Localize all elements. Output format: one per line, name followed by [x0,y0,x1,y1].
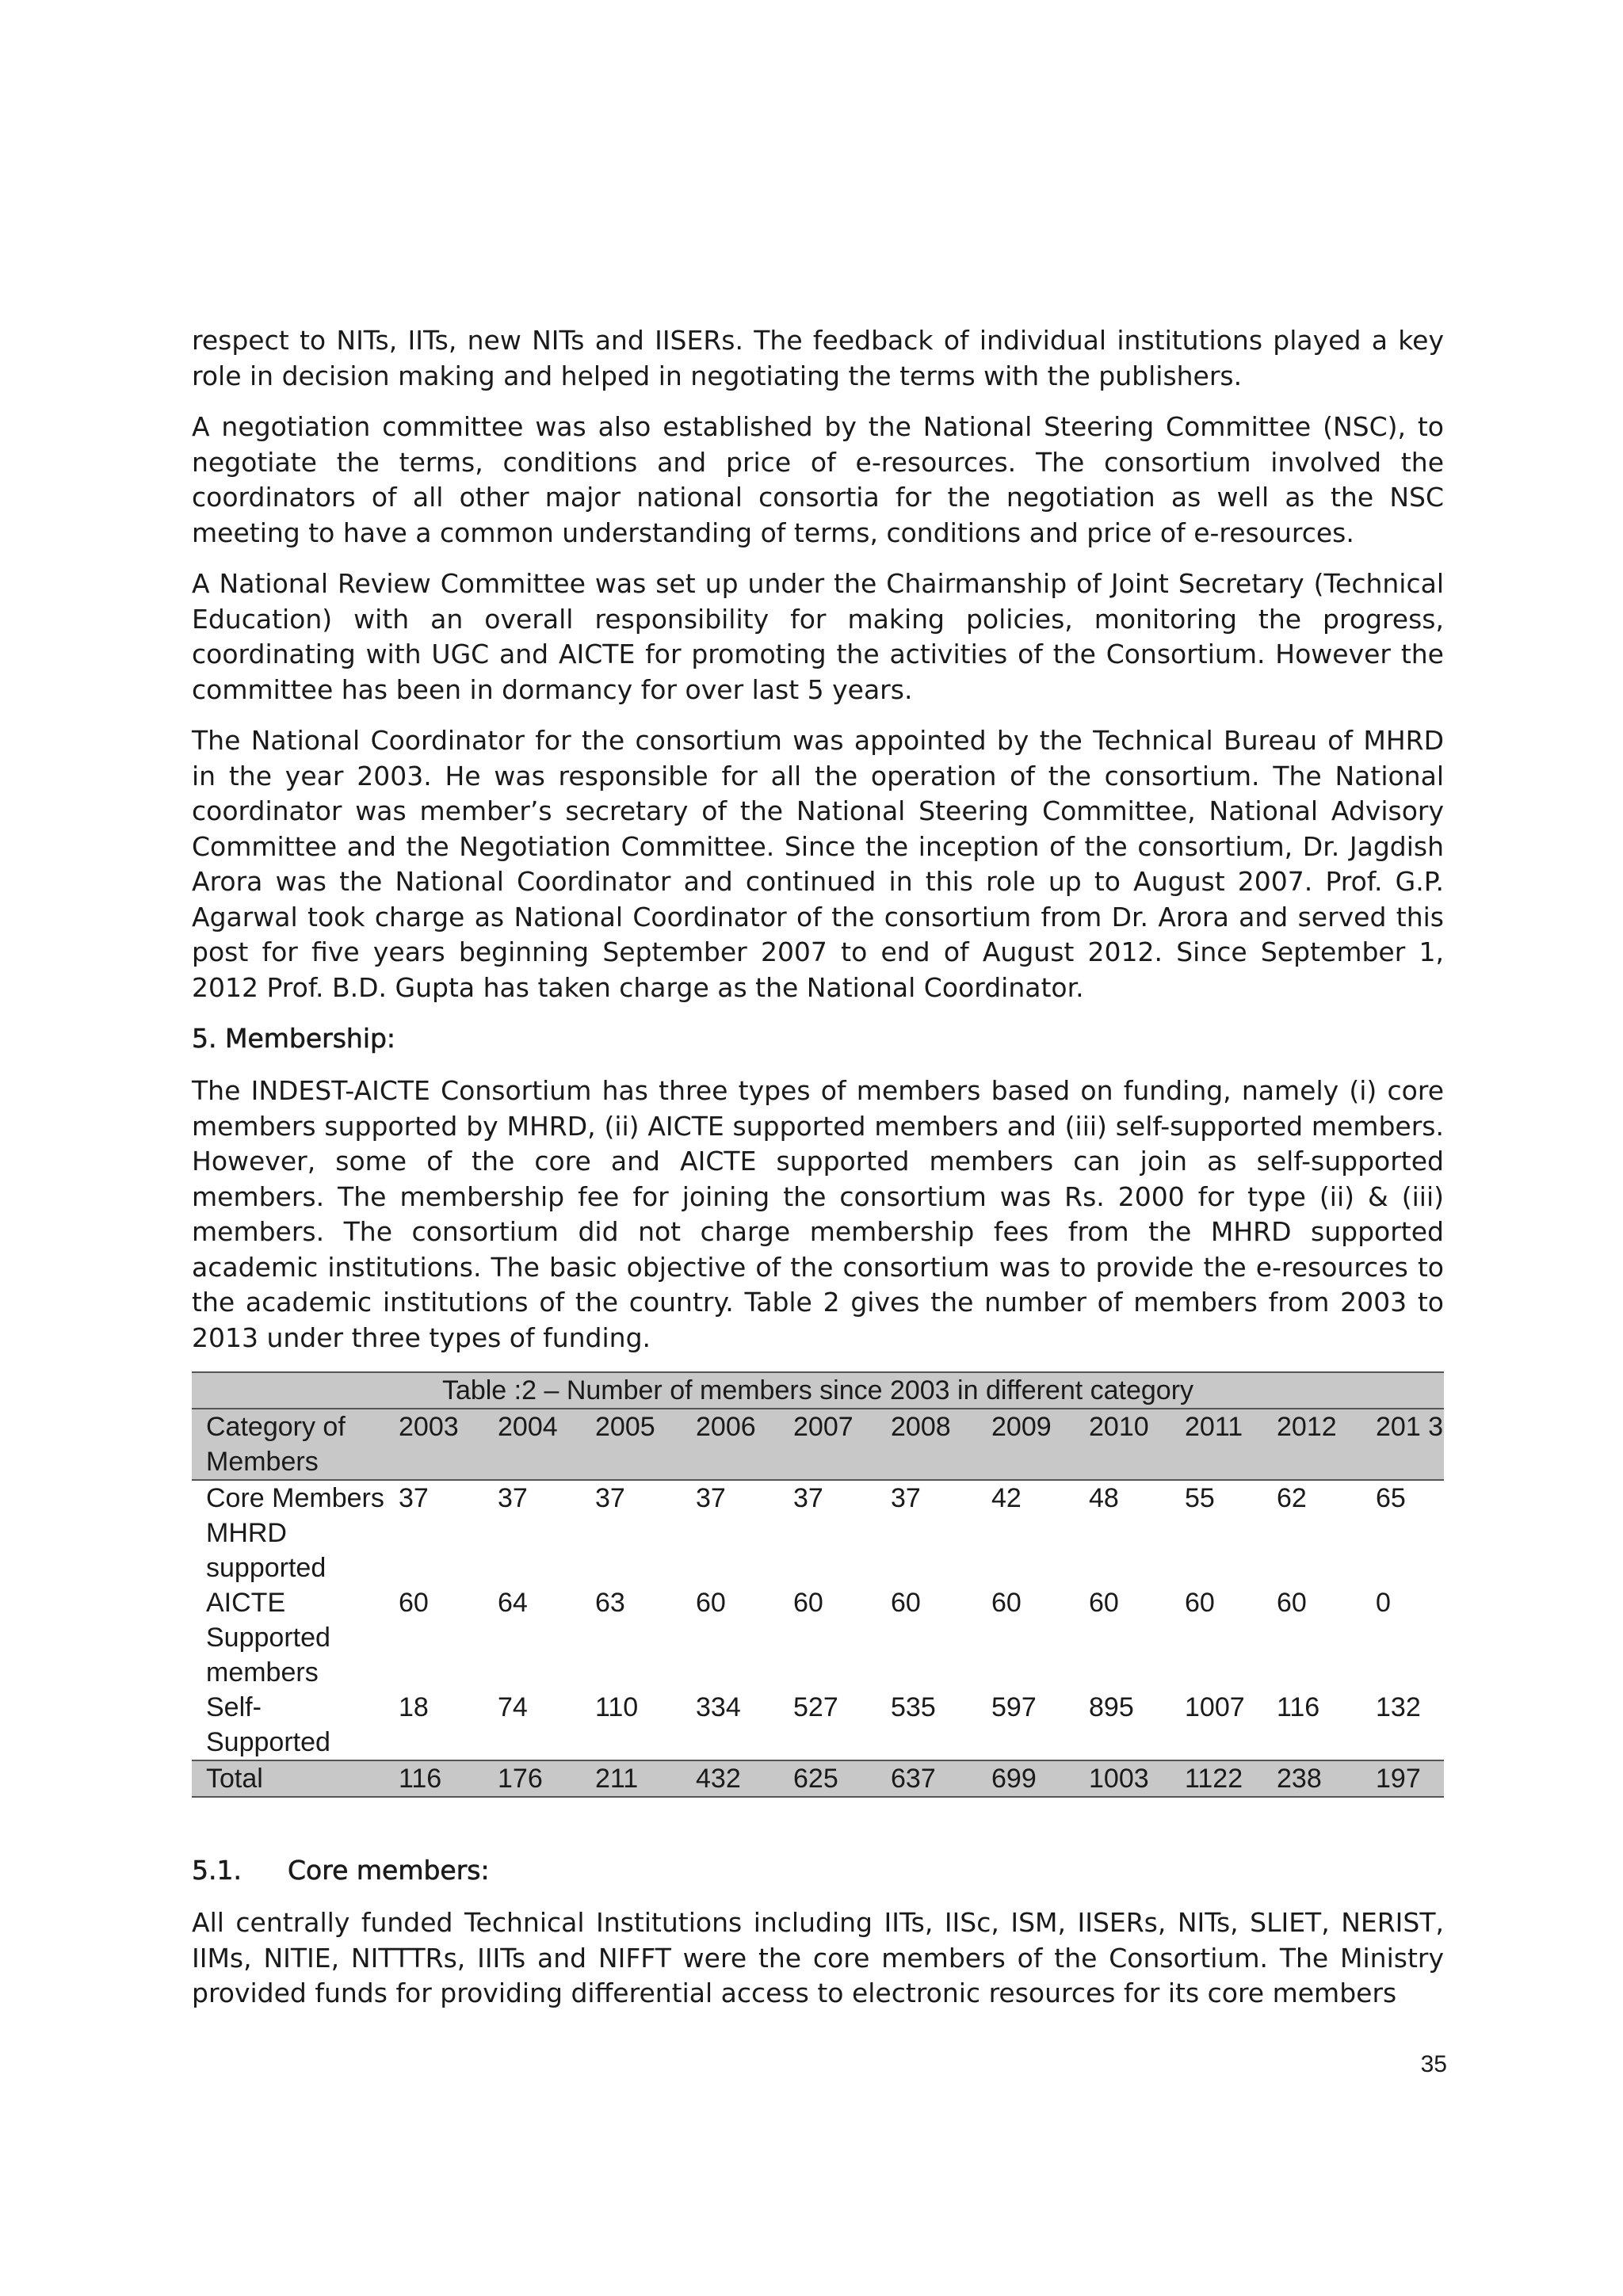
table-cell: 0 [1376,1588,1391,1618]
header-year: 2008 [876,1409,977,1480]
header-year: 2005 [581,1409,682,1480]
table-cell: 334 [696,1692,741,1722]
table-cell: 60 [1277,1588,1307,1618]
total-cell: 432 [682,1760,779,1797]
table-cell: 597 [991,1692,1037,1722]
table-cell: 1007 [1185,1692,1245,1722]
table-cell: 527 [793,1692,838,1722]
table-header-row [192,1409,1444,1480]
total-cell: 1003 [1075,1760,1170,1797]
table-cell: 37 [696,1483,726,1513]
body-paragraph: The National Coordinator for the consortium was appointed by the Technical Bureau of MHRD in the year 2003. He was responsible for all the operation of the consortium. The National coordinator was member’s secretary of the National Steering Committee, National Advisory Committee and the Negotiation Committee. Since the inception of the consortium, Dr. Jagdish Arora was the National Coordinator and continued in this role up to August 2007. Prof. G.P. Agarwal took charge as National Coordinator of the consortium from Dr. Arora and served this post for five years beginning September 2007 to end of August 2012. Since September 1, 2012 Prof. B.D. Gupta has taken charge as the National Coordinator. [192,725,1444,1003]
table-cell: 60 [1185,1588,1215,1618]
body-paragraph: A negotiation committee was also established by the National Steering Committee (NSC), to negotiate the terms, conditions and price of e-resources. The consortium involved the coordinators of all other major national consortia for the negotiation as well as the NSC meeting to have a common understanding of terms, conditions and price of e-resources. [192,411,1444,548]
header-year: 2012 [1262,1409,1361,1480]
header-year: 2011 [1170,1409,1262,1480]
header-category: Category of Members [192,1409,384,1480]
total-cell: 238 [1262,1760,1361,1797]
table-cell: 132 [1376,1692,1421,1722]
total-cell: 625 [779,1760,876,1797]
section-heading-membership: 5. Membership: [192,1023,396,1054]
table-cell: 110 [595,1692,639,1722]
table-total-row [192,1760,1444,1797]
header-year: 2004 [483,1409,581,1480]
table-cell: 37 [498,1483,528,1513]
table-cell: 74 [498,1692,528,1722]
table-cell: 37 [399,1483,429,1513]
table-cell: 64 [498,1588,528,1618]
row-label: Self-Supported [206,1692,330,1757]
header-year: 2003 [384,1409,483,1480]
header-year: 2009 [977,1409,1075,1480]
table-caption: Table :2 – Number of members since 2003 in different category [192,1372,1444,1409]
table-row [192,1585,1444,1690]
body-paragraph: A National Review Committee was set up under the Chairmanship of Joint Secretary (Technical Education) with an overall responsibility for making policies, monitoring the progress, coordinating with UGC and AICTE for promoting the activities of the Consortium. However the committee has been in dormancy for over last 5 years. [192,568,1444,705]
subsection-heading-core-members [192,1853,1444,1888]
subsection-title: Core members: [288,1855,490,1886]
total-cell: 1122 [1170,1760,1262,1797]
table-cell: 37 [891,1483,921,1513]
header-year: 2010 [1075,1409,1170,1480]
members-table [192,1371,1444,1798]
core-members-paragraph: All centrally funded Technical Institutions including IITs, IISc, ISM, IISERs, NITs, SLIET, NERIST, IIMs, NITIE, NITTTRs, IIITs and NIFFT were the core members of the Consortium. The Ministry provided funds for providing differential access to electronic resources for its core members [192,1907,1444,2008]
total-cell: 699 [977,1760,1075,1797]
table-caption-row [192,1372,1444,1409]
table-spacer [192,1798,1444,1853]
table-cell: 18 [399,1692,429,1722]
table-cell: 55 [1185,1483,1215,1513]
table-cell: 60 [793,1588,823,1618]
table-cell: 62 [1277,1483,1307,1513]
table-cell: 60 [399,1588,429,1618]
table-cell: 116 [1277,1692,1320,1722]
table-cell: 60 [696,1588,726,1618]
table-cell: 48 [1089,1483,1119,1513]
table-cell: 37 [595,1483,625,1513]
table-cell: 37 [793,1483,823,1513]
total-cell: 211 [581,1760,682,1797]
table-row [192,1480,1444,1585]
row-label: AICTE Supported members [206,1588,330,1688]
subsection-number: 5.1. [192,1855,242,1886]
total-cell: 197 [1361,1760,1444,1797]
table-row [192,1690,1444,1760]
header-year: 201 3 [1361,1409,1444,1480]
header-year: 2006 [682,1409,779,1480]
body-paragraph: respect to NITs, IITs, new NITs and IISERs. The feedback of individual institutions played a key role in decision making and helped in negotiating the terms with the publishers. [192,325,1444,391]
table-cell: 60 [891,1588,921,1618]
page-content [192,323,1444,2027]
total-label: Total [192,1760,384,1797]
header-year: 2007 [779,1409,876,1480]
membership-paragraph: The INDEST-AICTE Consortium has three types of members based on funding, namely (i) core members supported by MHRD, (ii) AICTE supported members and (iii) self-supported members. However, some of the core and AICTE supported members can join as self-supported members. The membership fee for joining the consortium was Rs. 2000 for type (ii) & (iii) members. The consortium did not charge membership fees from the MHRD supported academic institutions. The basic objective of the consortium was to provide the e-resources to the academic institutions of the country. Table 2 gives the number of members from 2003 to 2013 under three types of funding. [192,1075,1444,1353]
total-cell: 116 [384,1760,483,1797]
table-cell: 895 [1089,1692,1134,1722]
page-number: 35 [1420,2051,1447,2077]
row-label: Core Members MHRD supported [206,1483,384,1583]
total-cell: 176 [483,1760,581,1797]
table-cell: 65 [1376,1483,1406,1513]
total-cell: 637 [876,1760,977,1797]
table-cell: 60 [991,1588,1022,1618]
table-cell: 42 [991,1483,1022,1513]
table-cell: 60 [1089,1588,1119,1618]
table-cell: 535 [891,1692,936,1722]
table-cell: 63 [595,1588,625,1618]
